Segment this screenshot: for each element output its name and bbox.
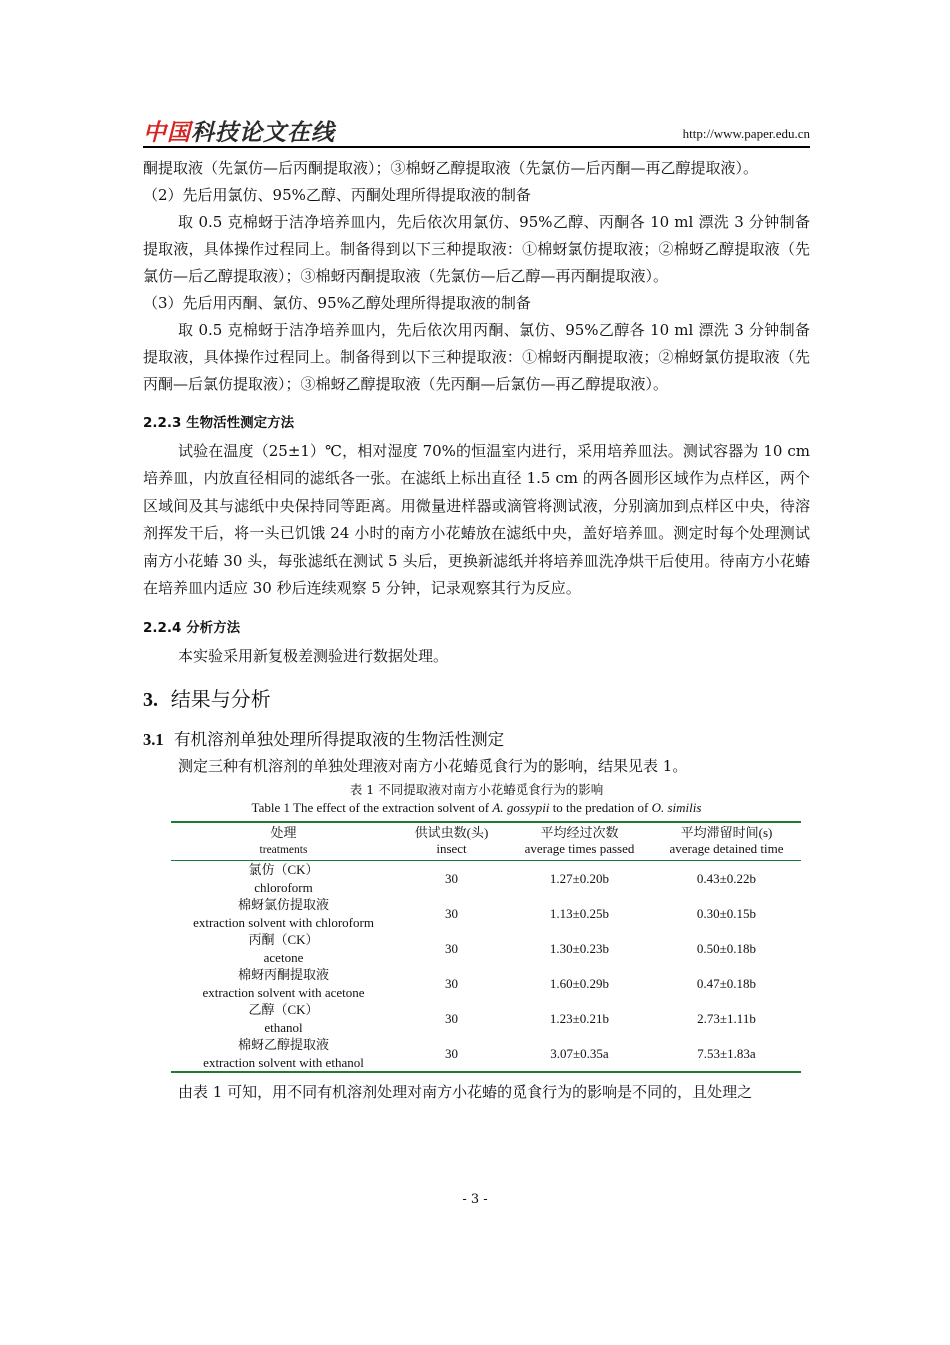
treatment-en: acetone (263, 949, 304, 965)
header-cn: 处理 (270, 825, 297, 841)
treatment-en: chloroform (254, 879, 313, 895)
header-url[interactable]: http://www.paper.edu.cn (682, 126, 810, 141)
subheading: （2）先后用氯仿、95%乙醇、丙酮处理所得提取液的制备 (143, 186, 531, 204)
treatment-cn: 氯仿（CK） (248, 862, 319, 878)
results-table (171, 821, 801, 1073)
page-number: - 3 - (462, 1192, 488, 1207)
section-number: 3. (143, 689, 158, 712)
logo-dark-text: 科技论文在线 (191, 120, 335, 146)
treatment-cell (171, 896, 396, 931)
treatment-cn: 丙酮（CK） (248, 932, 319, 948)
paragraph: 试验在温度（25±1）℃，相对湿度 70%的恒温室内进行，采用培养皿法。测试容器为 10 cm 培养皿，内放直径相同的滤纸各一张。在滤纸上标出直径 1.5 cm 的两各圆形区域作为点样区，两个区域间及其与滤纸中央保持同等距离。用微量进样器或滴管将测试液，分别滴加到点样区中央，待溶剂挥发干后，将一头已饥饿 24 小时的南方小花蝽放在滤纸中央，盖好培养皿。测定时每个处理测试南方小花蝽 30 头，每张滤纸在测试 5 头后，更换新滤纸并将培养皿洗净烘干后使用。待南方小花蝽在培养皿内适应 30 秒后连续观察 5 分钟，记录观察其行为反应。 (143, 442, 810, 598)
header-en: insect (436, 841, 467, 857)
caption-text: Table 1 The effect of the extraction solvent of (251, 800, 493, 816)
times-cell: 1.60±0.29b (549, 976, 610, 992)
treatment-cell (171, 1001, 396, 1036)
treatment-en: extraction solvent with chloroform (193, 914, 374, 930)
header-cn: 平均滞留时间(s) (680, 825, 773, 841)
table-row (171, 896, 801, 931)
paragraph: 酮提取液（先氯仿—后丙酮提取液）；③棉蚜乙醇提取液（先氯仿—后丙酮—再乙醇提取液）。 (143, 159, 759, 177)
treatment-cell (171, 861, 396, 897)
treatment-cn: 乙醇（CK） (248, 1002, 319, 1018)
treatment-cell (171, 966, 396, 1001)
paragraph: 由表 1 可知，用不同有机溶剂处理对南方小花蝽的觅食行为的影响是不同的，且处理之 (178, 1083, 753, 1102)
time-cell: 0.43±0.22b (696, 871, 757, 887)
logo-red-text: 中国 (143, 120, 191, 146)
journal-logo (143, 114, 335, 147)
species-name: A. gossypii (492, 800, 550, 816)
time-cell: 7.53±1.83a (697, 1046, 756, 1062)
species-name: O. similis (651, 800, 702, 816)
header-en: average times passed (524, 841, 635, 857)
caption-text: to the predation of (549, 800, 652, 816)
header-cn: 平均经过次数 (540, 825, 619, 841)
section-title: 结果与分析 (170, 687, 271, 712)
paragraph: 取 0.5 克棉蚜于洁净培养皿内，先后依次用氯仿、95%乙醇、丙酮各 10 ml 漂洗 3 分钟制备提取液，具体操作过程同上。制备得到以下三种提取液：①棉蚜氯仿提取液；②棉蚜乙醇提取液（先氯仿—后乙醇提取液）；③棉蚜丙酮提取液（先氯仿—后乙醇—再丙酮提取液）。 (143, 213, 810, 285)
subheading: （3）先后用丙酮、氯仿、95%乙醇处理所得提取液的制备 (143, 294, 531, 312)
column-header (507, 822, 652, 861)
header-rule (143, 146, 810, 148)
section-title: 有机溶剂单独处理所得提取液的生物活性测定 (174, 730, 505, 750)
treatment-cn: 棉蚜乙醇提取液 (237, 1037, 329, 1053)
header-en: average detained time (669, 841, 784, 857)
column-header (652, 822, 801, 861)
column-header (171, 822, 396, 861)
time-cell: 0.30±0.15b (696, 906, 757, 922)
table-row (171, 861, 801, 897)
treatment-en: extraction solvent with acetone (202, 984, 365, 1000)
table-row (171, 966, 801, 1001)
treatment-cn: 棉蚜丙酮提取液 (237, 967, 329, 983)
times-cell: 1.13±0.25b (549, 906, 610, 922)
section-3-heading (143, 683, 810, 712)
time-cell: 2.73±1.11b (697, 1011, 756, 1027)
time-cell: 0.50±0.18b (696, 941, 757, 957)
header-en: treatments (259, 844, 308, 857)
table-row (171, 1036, 801, 1072)
header-cn: 供试虫数(头) (414, 825, 489, 841)
treatment-en: ethanol (264, 1019, 303, 1035)
treatment-cn: 棉蚜氯仿提取液 (237, 897, 329, 913)
insect-cell: 30 (445, 976, 458, 992)
times-cell: 1.27±0.20b (549, 871, 610, 887)
main-content (143, 155, 810, 1106)
treatment-cell (171, 1036, 396, 1072)
paragraph: 本实验采用新复极差测验进行数据处理。 (178, 647, 449, 666)
times-cell: 1.30±0.23b (549, 941, 610, 957)
table-row (171, 1001, 801, 1036)
insect-cell: 30 (445, 1046, 458, 1062)
table-caption-cn: 表 1 不同提取液对南方小花蝽觅食行为的影响 (349, 782, 604, 798)
page-header (143, 112, 810, 146)
table-row (171, 931, 801, 966)
time-cell: 0.47±0.18b (696, 976, 757, 992)
treatment-en: extraction solvent with ethanol (203, 1054, 364, 1070)
section-2-2-4-heading: 2.2.4 分析方法 (143, 620, 241, 637)
insect-cell: 30 (445, 1011, 458, 1027)
times-cell: 3.07±0.35a (550, 1046, 609, 1062)
paragraph: 取 0.5 克棉蚜于洁净培养皿内，先后依次用丙酮、氯仿、95%乙醇各 10 ml 漂洗 3 分钟制备提取液，具体操作过程同上。制备得到以下三种提取液：①棉蚜丙酮提取液；②棉蚜氯仿提取液（先丙酮—后氯仿提取液）；③棉蚜乙醇提取液（先丙酮—后氯仿—再乙醇提取液）。 (143, 321, 810, 393)
treatment-cell (171, 931, 396, 966)
insect-cell: 30 (445, 871, 458, 887)
table-caption-en (143, 799, 810, 817)
insect-cell: 30 (445, 906, 458, 922)
paragraph: 测定三种有机溶剂的单独处理液对南方小花蝽觅食行为的影响，结果见表 1。 (178, 757, 688, 776)
section-3-1-heading (143, 726, 810, 750)
section-number: 3.1 (143, 730, 164, 750)
times-cell: 1.23±0.21b (549, 1011, 610, 1027)
column-header (396, 822, 507, 861)
insect-cell: 30 (445, 941, 458, 957)
section-2-2-3-heading: 2.2.3 生物活性测定方法 (143, 415, 295, 431)
